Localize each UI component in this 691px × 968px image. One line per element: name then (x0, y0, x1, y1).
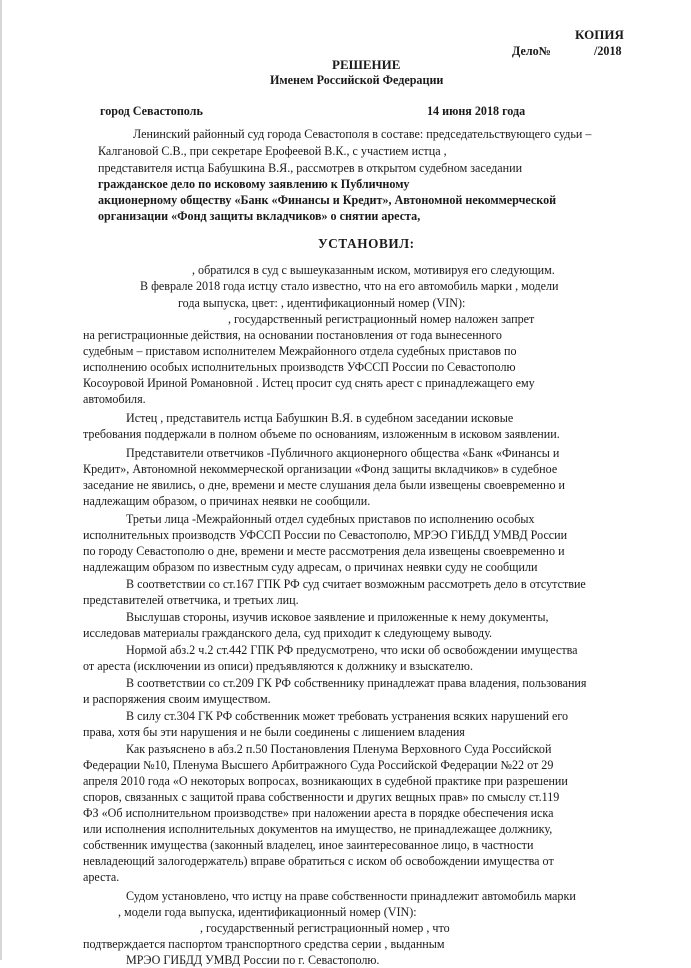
body-line: , обратился в суд с вышеуказанным иском, мотивируя его следующим. (192, 263, 555, 277)
body-line: надлежащим образом, о причинах неявки не сообщили. (83, 494, 371, 508)
body-line: В соответствии со ст.209 ГК РФ собственнику принадлежат права владения, пользования (126, 676, 587, 690)
body-line: Третьи лица -Межрайонный отдел судебных приставов по исполнению особых (126, 512, 535, 526)
body-line: собственник имущества (законный владелец, иное заинтересованное лицо, в частности (83, 838, 534, 852)
body-line: Представители ответчиков -Публичного акционерного общества «Банк «Финансы и (126, 446, 560, 460)
decision-date: 14 июня 2018 года (427, 104, 526, 118)
body-line: автомобиля. (83, 392, 146, 406)
body-line: споров, связанных с защитой права собственности и других вещных прав» по смыслу ст.119 (83, 790, 560, 804)
body-line: , модели года выпуска, идентификационный номер (VIN): (118, 905, 417, 919)
body-line: , государственный регистрационный номер , что (200, 921, 450, 935)
body-line: МРЭО ГИБДД УМВД России по г. Севастополю. (126, 953, 380, 967)
body-line: В соответствии со ст.167 ГПК РФ суд считает возможным рассмотреть дело в отсутствие (126, 577, 586, 591)
body-line: ареста. (83, 870, 120, 884)
body-line: В силу ст.304 ГК РФ собственник может требовать устранения всяких нарушений его (126, 709, 569, 723)
body-line: или исполнения исполнительных документов на имущество, не принадлежащее должнику, (83, 822, 553, 836)
copy-label: КОПИЯ (575, 27, 624, 42)
body-line: на регистрационные действия, на основании постановления от года вынесенного (83, 328, 502, 342)
body-line: Косоуровой Ириной Романовной . Истец просит суд снять арест с принадлежащего ему (83, 376, 535, 390)
intro-bold-line: акционерному обществу «Банк «Финансы и Кредит», Автономной некоммерческой (98, 193, 557, 207)
body-line: представителей ответчика, и третьих лиц. (83, 593, 299, 607)
intro-bold-line: организации «Фонд защиты вкладчиков» о снятии ареста, (98, 209, 421, 223)
intro-line: представителя истца Бабушкина В.Я., рассмотрев в открытом судебном заседании (98, 161, 523, 175)
body-line: надлежащим образом по известным суду адресам, о причинах неявки суду не сообщили (83, 560, 538, 574)
document-title: РЕШЕНИЕ (332, 57, 401, 72)
case-year: /2018 (594, 44, 622, 58)
body-line: Как разъяснено в абз.2 п.50 Постановления Пленума Верховного Суда Российской (126, 742, 552, 756)
body-line: требования поддержали в полном объеме по основаниям, изложенным в исковом заявлении. (83, 427, 560, 441)
body-line: Нормой абз.2 ч.2 ст.442 ГПК РФ предусмотрено, что иски об освобождении имущества (126, 643, 578, 657)
body-line: Кредит», Автономной некоммерческой организации «Фонд защиты вкладчиков» в судебное (83, 462, 558, 476)
body-line: года выпуска, цвет: , идентификационный номер (VIN): (178, 296, 466, 310)
body-line: апреля 2010 года «О некоторых вопросах, возникающих в судебной практике при разрешении (83, 774, 568, 788)
body-line: Выслушав стороны, изучив исковое заявление и приложенные к нему документы, (126, 610, 549, 624)
body-line: Судом установлено, что истцу на праве собственности принадлежит автомобиль марки (126, 889, 576, 903)
body-line: судебным – приставом исполнителем Межрайонного отдела судебных приставов по (83, 344, 517, 358)
case-number-label: Дело№ (512, 44, 551, 58)
scan-edge (0, 0, 2, 960)
body-line: исполнительных производств УФССП России по Севастополю, МРЭО ГИБДД УМВД России (83, 528, 568, 542)
body-line: Истец , представитель истца Бабушкин В.Я. в судебном заседании исковые (126, 411, 514, 425)
body-line: В феврале 2018 года истцу стало известно, что на его автомобиль марки , модели (140, 279, 559, 293)
body-line: подтверждается паспортом транспортного средства серии , выданным (83, 937, 445, 951)
body-line: Федерации №10, Пленума Высшего Арбитражного Суда Российской Федерации №22 от 29 (83, 758, 554, 772)
intro-bold-line: гражданское дело по исковому заявлению к Публичному (98, 177, 410, 191)
intro-line: Калгановой С.В., при секретаре Ерофеевой В.К., с участием истца , (98, 144, 447, 158)
body-line: исследовав материалы гражданского дела, суд приходит к следующему выводу. (83, 626, 493, 640)
body-line: , государственный регистрационный номер наложен запрет (228, 312, 535, 326)
body-line: заседание не явились, о дне, времени и месте слушания дела были извещены своевременно и (83, 478, 566, 492)
body-line: исполнению особых исполнительных производств УФССП России по Севастополю (83, 360, 516, 374)
body-line: и распоряжения своим имуществом. (83, 692, 271, 706)
body-line: права, хотя бы эти нарушения и не были соединены с лишением владения (83, 725, 465, 739)
intro-line: Ленинский районный суд города Севастополя в составе: председательствующего судьи – (133, 127, 592, 141)
body-line: по городу Севастополю о дне, времени и месте рассмотрения дела извещены своевременно и (83, 544, 565, 558)
city: город Севастополь (100, 104, 203, 118)
body-line: ФЗ «Об исполнительном производстве» при наложении ареста в порядке обеспечения иска (83, 806, 554, 820)
section-heading: УСТАНОВИЛ: (318, 236, 415, 251)
body-line: невладеющий залогодержатель) вправе обратиться с иском об освобождении имущества от (83, 854, 554, 868)
document-subtitle: Именем Российской Федерации (270, 73, 444, 87)
body-line: от ареста (исключении из описи) предъявляются к должнику и взыскателю. (83, 659, 473, 673)
